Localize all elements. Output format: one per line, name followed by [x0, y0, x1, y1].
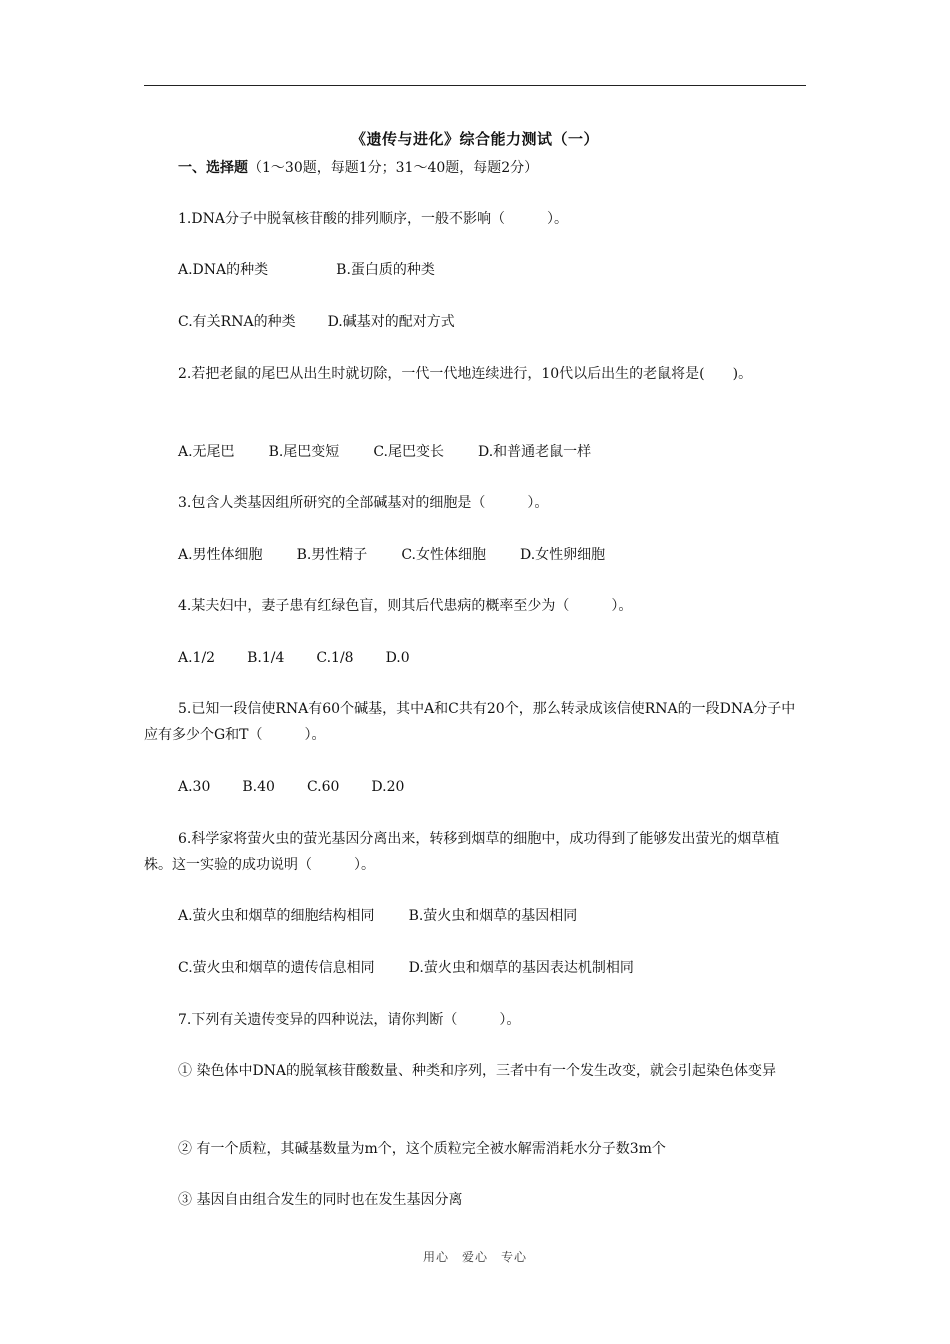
option-d: D.0	[385, 650, 410, 666]
option-b: B.1/4	[247, 650, 285, 666]
option-b: B.蛋白质的种类	[336, 262, 435, 278]
question-2-options	[178, 439, 619, 465]
question-1-options-row1	[178, 257, 463, 283]
question-5-options	[178, 774, 432, 800]
question-4-stem: 4.某夫妇中，妻子患有红绿色盲，则其后代患病的概率至少为（ ）。	[178, 598, 633, 614]
header-rule	[144, 85, 806, 86]
option-c: C.萤火虫和烟草的遗传信息相同	[178, 960, 375, 976]
option-d: D.和普通老鼠一样	[477, 444, 592, 460]
option-b: B.尾巴变短	[268, 444, 340, 460]
section-label: 一、选择题	[178, 160, 248, 176]
question-7-statement-3: ③ 基因自由组合发生的同时也在发生基因分离	[178, 1192, 463, 1208]
option-c: C.女性体细胞	[401, 547, 486, 563]
question-2-stem: 2.若把老鼠的尾巴从出生时就切除，一代一代地连续进行，10代以后出生的老鼠将是( )。	[178, 366, 753, 382]
question-7-statement-2: ② 有一个质粒，其碱基数量为m个，这个质粒完全被水解需消耗水分子数3m个	[178, 1141, 666, 1157]
page-title: 《遗传与进化》综合能力测试（一）	[350, 130, 599, 148]
option-a: A.DNA的种类	[178, 262, 269, 278]
question-7-stem: 7.下列有关遗传变异的四种说法，请你判断（ ）。	[178, 1012, 521, 1028]
option-a: A.无尾巴	[178, 444, 235, 460]
option-a: A.1/2	[178, 650, 216, 666]
question-7-statement-1: ① 染色体中DNA的脱氧核苷酸数量、种类和序列，三者中有一个发生改变，就会引起染色体变异	[178, 1063, 777, 1079]
option-b: B.40	[242, 779, 275, 795]
question-3-stem: 3.包含人类基因组所研究的全部碱基对的细胞是（ ）。	[178, 495, 549, 511]
option-c: C.尾巴变长	[373, 444, 444, 460]
question-4-options	[178, 645, 438, 671]
option-b: B.萤火虫和烟草的基因相同	[408, 908, 578, 924]
option-a: A.30	[178, 779, 211, 795]
question-1-stem: 1.DNA分子中脱氧核苷酸的排列顺序，一般不影响（ ）。	[178, 211, 568, 227]
section-note: （1～30题，每题1分；31～40题，每题2分）	[248, 160, 539, 176]
option-d: D.女性卵细胞	[519, 547, 606, 563]
option-c: C.60	[306, 779, 340, 795]
section-heading	[178, 157, 538, 177]
option-c: C.1/8	[316, 650, 354, 666]
question-6-options-row2	[178, 955, 662, 981]
option-d: D.碱基对的配对方式	[327, 314, 455, 330]
option-d: D.萤火虫和烟草的基因表达机制相同	[408, 960, 634, 976]
question-6-options-row1	[178, 903, 605, 929]
option-b: B.男性精子	[296, 547, 368, 563]
question-5-stem: 5.已知一段信使RNA有60个碱基，其中A和C共有20个，那么转录成该信使RNA的一段DNA分子中应有多少个G和T（ ）。	[144, 701, 796, 743]
page-footer: 用心 爱心 专心	[422, 1250, 527, 1264]
option-c: C.有关RNA的种类	[178, 314, 296, 330]
question-6-stem: 6.科学家将萤火虫的萤光基因分离出来，转移到烟草的细胞中，成功得到了能够发出萤光的烟草植株。这一实验的成功说明（ ）。	[144, 831, 780, 873]
question-3-options	[178, 542, 633, 568]
question-1-options-row2	[178, 309, 483, 335]
option-d: D.20	[371, 779, 405, 795]
option-a: A.男性体细胞	[178, 547, 263, 563]
option-a: A.萤火虫和烟草的细胞结构相同	[178, 908, 375, 924]
